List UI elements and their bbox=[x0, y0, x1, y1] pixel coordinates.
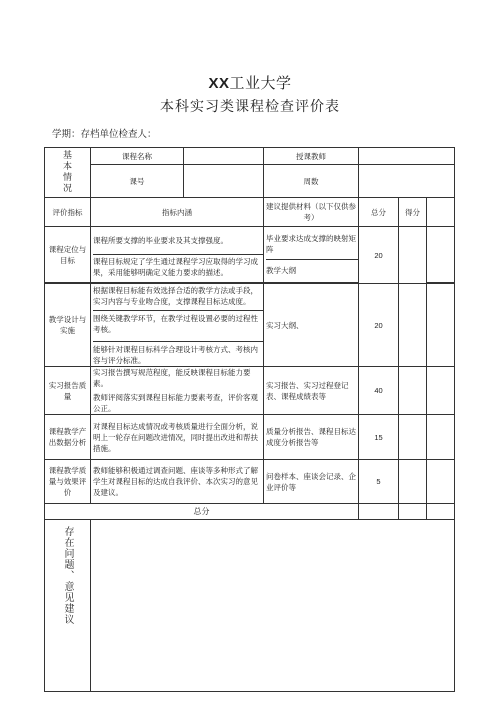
materials-item: 问卷样本、座谈会记录、企业评价等 bbox=[266, 471, 356, 492]
materials-cell bbox=[264, 227, 359, 283]
basic-info-label-cell bbox=[45, 148, 91, 198]
document-title bbox=[0, 72, 500, 93]
materials-item: 毕业要求达成支撑的映射矩阵 bbox=[266, 234, 356, 254]
weeks-value[interactable] bbox=[359, 165, 455, 198]
course-code-label: 课号 bbox=[91, 165, 184, 198]
table-row bbox=[45, 227, 455, 283]
materials-cell bbox=[264, 284, 359, 367]
total-score-cell[interactable] bbox=[399, 504, 427, 520]
content-item: 教师评阅落实到课程目标能力要素考查，评价客观公正。 bbox=[93, 393, 258, 413]
problems-label: 存在问题、意见建议 bbox=[62, 526, 73, 625]
problems-row bbox=[45, 520, 455, 692]
title-prefix: XX bbox=[208, 75, 230, 92]
table-row bbox=[45, 367, 455, 415]
materials-item: 实习报告、实习过程登记表、课程成绩表等 bbox=[266, 380, 349, 401]
course-code-value[interactable] bbox=[184, 165, 264, 198]
document-subtitle: 本科实习类课程检查评价表 bbox=[160, 99, 340, 115]
table-row bbox=[45, 284, 455, 367]
materials-item: 实习大纲、 bbox=[266, 320, 304, 330]
basic-info-row-2 bbox=[45, 165, 455, 198]
materials-item: 质量分析报告、课程目标达成度分析报告等 bbox=[266, 427, 356, 447]
semester-meta-line: 学期：存档单位检查人： bbox=[52, 129, 157, 140]
course-name-value[interactable] bbox=[184, 148, 264, 165]
content-cell bbox=[91, 227, 264, 283]
extra-cell bbox=[427, 284, 455, 367]
column-header-row bbox=[45, 198, 455, 227]
content-cell bbox=[91, 367, 264, 415]
content-item: 课程目标规定了学生通过课程学习应取得的学习成果，采用能够明确定义能力要求的描述。 bbox=[93, 254, 263, 278]
table-row bbox=[45, 460, 455, 504]
title-university: 工业大学 bbox=[229, 74, 292, 92]
extra-cell bbox=[427, 367, 455, 415]
col-score: 得分 bbox=[399, 198, 427, 227]
col-indicator: 评价指标 bbox=[45, 198, 91, 227]
total-cell: 5 bbox=[359, 460, 399, 504]
col-extra bbox=[427, 198, 455, 227]
total-extra-cell bbox=[427, 504, 455, 520]
teacher-value[interactable] bbox=[359, 148, 455, 165]
category-cell: 实习报告质量 bbox=[45, 367, 91, 415]
extra-cell bbox=[427, 460, 455, 504]
content-cell bbox=[91, 415, 264, 460]
category-cell: 课程教学质量与效果评价 bbox=[45, 460, 91, 504]
extra-cell bbox=[427, 227, 455, 283]
materials-cell bbox=[264, 367, 359, 415]
content-cell bbox=[91, 460, 264, 504]
total-cell: 40 bbox=[359, 367, 399, 415]
evaluation-table bbox=[44, 147, 455, 692]
score-cell[interactable] bbox=[399, 460, 427, 504]
teacher-label: 授课教师 bbox=[264, 148, 359, 165]
table-row bbox=[45, 415, 455, 460]
course-name-label: 课程名称 bbox=[91, 148, 184, 165]
materials-item: 教学大纲 bbox=[266, 259, 358, 276]
content-item: 根据课程目标能有效选择合适的教学方法或手段，实习内容与专业吻合度，支撑课程目标达成度。 bbox=[93, 286, 258, 306]
total-label: 总分 bbox=[45, 504, 359, 520]
total-sum-cell bbox=[359, 504, 399, 520]
weeks-label: 周数 bbox=[264, 165, 359, 198]
total-cell: 15 bbox=[359, 415, 399, 460]
total-cell: 20 bbox=[359, 284, 399, 367]
problems-content[interactable] bbox=[91, 520, 455, 692]
problems-label-cell bbox=[45, 520, 91, 692]
materials-cell bbox=[264, 460, 359, 504]
extra-cell bbox=[427, 415, 455, 460]
content-item: 对课程目标达成情况或考核质量进行全面分析，说明上一轮存在问题改进情况，同时提出改进和帮扶措施。 bbox=[93, 421, 258, 453]
content-item: 实习报告撰写规范程度，能反映课程目标能力要素。 bbox=[93, 368, 251, 388]
materials-cell bbox=[264, 415, 359, 460]
total-row bbox=[45, 504, 455, 520]
basic-info-row-1 bbox=[45, 148, 455, 165]
col-content: 指标内涵 bbox=[91, 198, 264, 227]
score-cell[interactable] bbox=[399, 284, 427, 367]
category-cell: 课程教学产出数据分析 bbox=[45, 415, 91, 460]
score-cell[interactable] bbox=[399, 227, 427, 284]
score-cell[interactable] bbox=[399, 415, 427, 460]
col-total: 总分 bbox=[359, 198, 399, 227]
col-materials: 建议提供材料（以下仅供参考） bbox=[264, 198, 359, 227]
content-item: 能够针对课程目标科学合理设计考核方式、考核内容与评分标准。 bbox=[93, 341, 263, 366]
category-cell: 教学设计与实施 bbox=[45, 284, 91, 367]
category-cell: 课程定位与目标 bbox=[45, 227, 91, 283]
content-item: 教师能够积极通过调查问题、座谈等多种形式了解学生对课程目标的达成自我评价、本次实习的意见及建议。 bbox=[93, 466, 258, 497]
content-cell bbox=[91, 284, 264, 367]
total-cell: 20 bbox=[359, 227, 399, 284]
content-item: 课程所要支撑的毕业要求及其支撑强度。 bbox=[93, 236, 228, 245]
basic-info-label: 基本情况 bbox=[62, 150, 72, 194]
score-cell[interactable] bbox=[399, 367, 427, 415]
content-item: 围绕关键教学环节，在教学过程设置必要的过程性考核。 bbox=[93, 310, 263, 341]
